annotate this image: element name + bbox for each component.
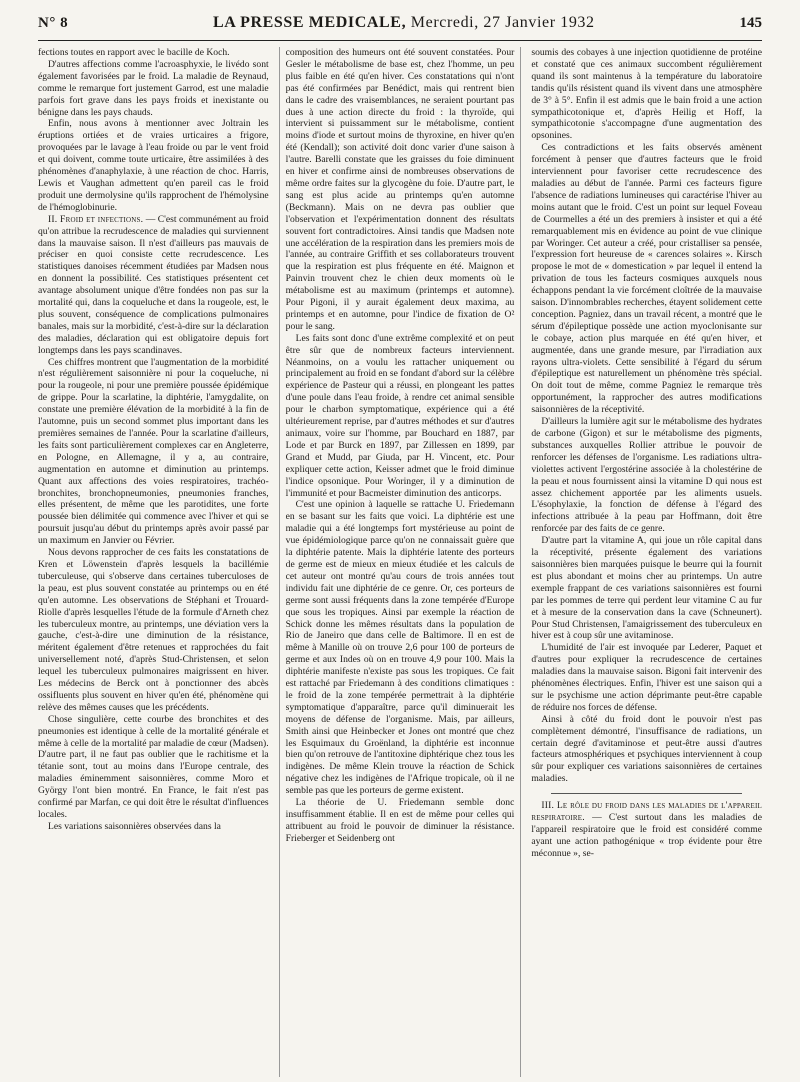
running-header bbox=[38, 14, 762, 41]
issue-date: Mercredi, 27 Janvier 1932 bbox=[410, 14, 595, 31]
paragraph: Chose singulière, cette courbe des bronchites et des pneumonies est identique à celle de la mortalité générale et même à celle de la mortalité par maladie de cœur (Madsen). D'autre part, il ne faut pas oublier que le rachitisme et la tétanie sont, tout au moins dans l'Europe centrale, des maladies éminemment saisonnières, comme Moro et György l'ont bien montré. En France, le fait n'est pas confirmé par Marfan, ce qui doit être le résultat d'influences locales. bbox=[38, 713, 269, 820]
paragraph: Ces chiffres montrent que l'augmentation de la morbidité n'est régulièrement saisonnière ni pour la coqueluche, ni pour la rougeole, ni pour une première poussée épidémique de grippe. Pour la scarlatine, la diphtérie, l'amygdalite, on constate une première élévation de la morbidité à la fin de l'automne, puis un second sommet plus important dans les premières semaines de l'année. Pour la scarlatine d'ailleurs, les faits sont particulièrement complexes car en Angleterre, en Pologne, en Allemagne, il y a, au contraire, augmentation en automne et diminution au printemps. Quant aux affections des voies respiratoires, trachéo-bronchites, bronchopneumonies, pneumonies franches, elles présentent, de même que les parotidites, une forte poussée bien délimitée qui commence avec l'hiver et qui se poursuit jusqu'au début du printemps après avoir passé par un maximum en Janvier ou Février. bbox=[38, 356, 269, 547]
paragraph-text: — C'est communément au froid qu'on attribue la recrudescence de maladies qui surviennent dans la mauvaise saison. Il n'est d'ailleurs pas mauvais de préciser en quoi consiste cette recrudescence. Les statistiques danoises récemment étudiées par Madsen nous en donnent la possibilité. Ces statistiques présentent cet avantage absolument unique d'être fondées non pas sur la mortalité qui, dans la coqueluche et dans la rougeole, est, le plus souvent, conséquence de complications pulmonaires banales, mais sur la morbidité, c'est-à-dire sur la déclaration des maladies, déclaration qui est obligatoire depuis fort longtemps dans les pays scandinaves. bbox=[38, 213, 269, 356]
issue-number: N° 8 bbox=[38, 15, 69, 31]
paragraph: La théorie de U. Friedemann semble donc insuffisamment établie. Il en est de même pour celles qui attribuent au froid le pouvoir de diminuer la résistance. Frieberger et Seidenberg ont bbox=[285, 797, 515, 844]
paragraph: L'humidité de l'air est invoquée par Lederer, Paquet et d'autres pour expliquer la recrudescence de certaines maladies dans la mauvaise saison. Bigoni fait intervenir des phénomènes électriques. Enfin, l'hiver est une saison qui a sur le psychisme une action déprimante peut-être capable de réduire nos forces de défense. bbox=[531, 642, 762, 713]
section-heading: III. Le rôle du froid dans les maladies de l'appareil respiratoire. bbox=[531, 800, 762, 824]
paragraph: Ces contradictions et les faits observés amènent forcément à penser que d'autres facteurs que le froid interviennent pour favoriser cette recrudescence des maladies au début de l'année. Parmi ces facteurs figure l'absence de radiations lumineuses qui caractérise l'hiver au moins autant que le froid. C'est un point sur lequel Foveau de Courmelles a été un des premiers à insister et qui a été remarquablement mis en évidence au point de vue clinique par Woringer. Cet auteur a créé, pour cristalliser sa pensée, l'expression fort heureuse de « carences solaires ». Kirsch propose le mot de « domestication » par lequel il entend la privation de tous les facteurs cosmiques auxquels nous échappons pendant la vie forcément cloîtrée de la mauvaise saison. D'innombrables recherches, étayent solidement cette conception. Pagniez, dans un travail récent, a montré que le sérum d'épileptique possède une action myoclonisante sur le cobaye, action plus marquée en été qu'en hiver, et augmentée, dans une grande mesure, par l'irradiation aux rayons ultra-violets. Cette sensibilité à l'égard du sérum d'épileptique est naturellement un phénomène très spécial. On doit tout de même, comme Pagniez le remarque très opportunément, la rapprocher des autres modifications saisonnières de la réceptivité. bbox=[531, 142, 762, 416]
paragraph: soumis des cobayes à une injection quotidienne de protéine et constaté que ces animaux succombent régulièrement quand ils sont maintenus à la température du laboratoire tandis qu'ils résistent quand ils vivent dans une atmosphère de 3° à 5°. Enfin il est admis que le bain froid a une action sympathicotonique et, d'après Heilig et Hoff, la sympathicotonie s'accompagne d'une augmentation des opsonines. bbox=[531, 47, 762, 142]
paragraph: D'autre part la vitamine A, qui joue un rôle capital dans la réceptivité, présente également des variations saisonnières bien marquées puisque le beurre qui la fournit est plus abondant et moins cher au printemps. Un autre exemple frappant de ces variations saisonnières est fourni par les pommes de terre qui perdent leur vitamine C au fur et à mesure de la conservation dans la cave (Schneunert). Pour Stud Christensen, l'amaigrissement des tuberculeux en hiver est à coup sûr une avitaminose. bbox=[531, 535, 762, 642]
column-right bbox=[531, 47, 762, 1077]
paragraph: Les variations saisonnières observées dans la bbox=[48, 820, 221, 832]
paragraph: Enfin, nous avons à mentionner avec Joltrain les éruptions ortiées et de vraies urticaires a frigore, provoquées par le lavage à l'eau froide ou par le vent froid et qui doivent, comme toute urticaire, être assimilées à des phénomènes d'anaphylaxie, à une réaction de choc. Harris, Lewis et Vaughan admettent qu'en pareil cas le froid produit une dermolysine qu'ils rapprochent de l'hémolysine de l'hémoglobinurie. bbox=[38, 118, 269, 213]
page-number: 145 bbox=[739, 15, 762, 31]
section-heading: II. Froid et infections. bbox=[48, 213, 144, 225]
paragraph: composition des humeurs ont été souvent constatées. Pour Gesler le métabolisme de base est, chez l'homme, un peu plus faible en été qu'en hiver. Ces constatations qui n'ont pas été confirmées par Benédict, mais qui rentrent bien dans le cadre des vraisemblances, ne seraient pourtant pas dues à une action directe du froid : la thyroïde, qui intervient si puissamment sur le métabolisme, contient moins d'iode et surtout moins de thyroxine, en hiver qu'en été (Kendall); son activité doit donc varier d'une saison à l'autre. Barelli constate que les graisses du foie diminuent en hiver et confirme ainsi de nombreuses observations de même ordre faites sur la glycogène du foie. D'autre part, le sang est plus acide au printemps qu'en automne (Beckmann). Mais on ne devra pas oublier que l'observation et l'expérimentation donnent des résultats souvent fort contradictoires. Ainsi tandis que Madsen note une accélération de la respiration dans les premiers mois de l'année, au contraire Griffith et ses collaborateurs trouvent que la respiration est plus fréquente en été. Maignon et Painvin trouvent chez le chien deux moments où le métabolisme est au maximum (printemps et automne). Pour Pigoni, il y aurait également deux maxima, au printemps et en automne, pour l'indice de fixation de O² pour le sang. bbox=[285, 47, 515, 332]
paragraph: fections toutes en rapport avec le bacille de Koch. bbox=[38, 47, 230, 58]
column-middle bbox=[279, 47, 522, 1077]
paragraph-text: — C'est surtout dans les maladies de l'appareil respiratoire que le froid est considéré comme ayant une action pathogénique « trop évidente pour être méconnue », se- bbox=[531, 812, 762, 859]
column-left bbox=[38, 47, 269, 1077]
paragraph: D'autres affections comme l'acroasphyxie, le livédo sont également favorisées par le froid. La maladie de Reynaud, comme le remarque fort justement Garrod, est une maladie parfois fort grave dans les pays froids et inexistante ou bénigne dans les pays chauds. bbox=[38, 58, 269, 118]
paragraph: Les faits sont donc d'une extrême complexité et on peut être sûr que de nombreux facteurs interviennent. Néanmoins, on a voulu les rattacher uniquement ou principalement au froid en se fondant d'abord sur la célèbre expérience de Pasteur qui a réussi, en plongeant les pattes d'une poule dans l'eau froide, à rendre cet animal sensible pour le charbon symptomatique, expérience qui a été ultérieurement reprise, par d'autres méthodes et sur d'autres animaux, voire sur l'homme, par Bouchard en 1887, par Lode et par Burck en 1897, par Zillessen en 1899, par Grand et Mudd, par Giuda, par H. Vincent, etc. Pour expliquer cette action, Keisser admet que le froid diminue l'indice opsonique. Pour Woringer, il y a diminution de l'immunité et pour Bacmeister diminution des anticorps. bbox=[285, 332, 515, 499]
text-columns bbox=[38, 47, 762, 1077]
paragraph: C'est une opinion à laquelle se rattache U. Friedemann en se basant sur les faits que voici. La diphtérie est une maladie qui a été longtemps fort mystérieuse au point de vue épidémiologique parce qu'on ne connaissait guère que la diphtérie patente. Mais la diphtérie latente des porteurs de germe est de mieux en mieux étudiée et les calculs de cet auteur ont montré qu'au cours de trois années tout individu fait une diphtérie de ce genre. Or, ces porteurs de germe sont aussi fréquents dans la zone tempérée d'Europe que sous les tropiques. Ainsi par exemple la réaction de Schick donne les mêmes résultats dans la population de Rio de Janeiro que dans celle de Baltimore. Il en est de même à Manille où on trouve 2,6 pour 100 de porteurs de germe et aux Indes où on en trouve 4,9 pour 100. Mais la diphtérie manifeste n'existe pas sous les tropiques. Ce fait est rattaché par Friedemann à des conditions climatiques : le froid de la zone tempérée permettrait à la diphtérie symptomatique d'apparaître, parce qu'il diminuerait les moyens de défense de l'organisme. Mais, par ailleurs, Smith ainsi que Heinbecker et Jones ont montré que chez les Esquimaux du Groënland, la diphtérie est inconnue bien qu'on retrouve de l'antitoxine diphtérique chez tous les indigènes. De même Klein trouve la réaction de Schick négative chez les indigènes de l'Afrique tropicale, où il ne semble pas que les porteurs de germe existent. bbox=[285, 499, 515, 797]
paragraph: Nous devons rapprocher de ces faits les constatations de Kren et Löwenstein d'après lesquels la bacillémie tuberculeuse, qui s'observe dans certaines tuberculoses de la peau, est plus souvent constatée au printemps ou en été qu'en automne. Les observations de Stéphani et Trouard-Riolle d'après lesquelles l'étude de la formule d'Arneth chez les tuberculeux montre, au printemps, une déviation vers la gauche, c'est-à-dire une diminution de la résistance, méritent également d'être retenues et rapprochées du fait universellement noté, d'après Stud-Christensen, et selon lequel les tuberculeux pulmonaires maigrissent en hiver. Les médecins de Berck ont à ponctionner des abcès ossifluents plus souvent en hiver qu'en été, phénomène qui relève des mêmes causes que les précédents. bbox=[38, 547, 269, 713]
section-divider bbox=[551, 793, 742, 794]
section-paragraph bbox=[531, 800, 762, 860]
paragraph: D'ailleurs la lumière agit sur le métabolisme des hydrates de carbone (Gigon) et sur le métabolisme des pigments, substances auxquelles Rollier attribue le pouvoir de renforcer les défenses de l'organisme. Les radiations ultra-violettes activent l'ergostérine associée à la cholestérine de la peau et nous fournissent ainsi la vitamine D qui nous est assez chichement apportée par les aliments usuels. L'ésophylaxie, la fonction de défense à l'égard des infections attribuée à la peau par Hoffmann, doit être renforcée par des faits de ce genre. bbox=[531, 416, 762, 535]
header-title bbox=[213, 14, 595, 32]
paragraph: Ainsi à côté du froid dont le pouvoir n'est pas complètement démontré, l'insuffisance de radiations, un certain degré d'avitaminose et peut-être aussi d'autres facteurs atmosphériques et psychiques interviennent à coup sûr pour expliquer ces variations saisonnières de certaines maladies. bbox=[531, 713, 762, 785]
publication-name: LA PRESSE MEDICALE, bbox=[212, 14, 407, 31]
section-paragraph bbox=[38, 214, 269, 357]
